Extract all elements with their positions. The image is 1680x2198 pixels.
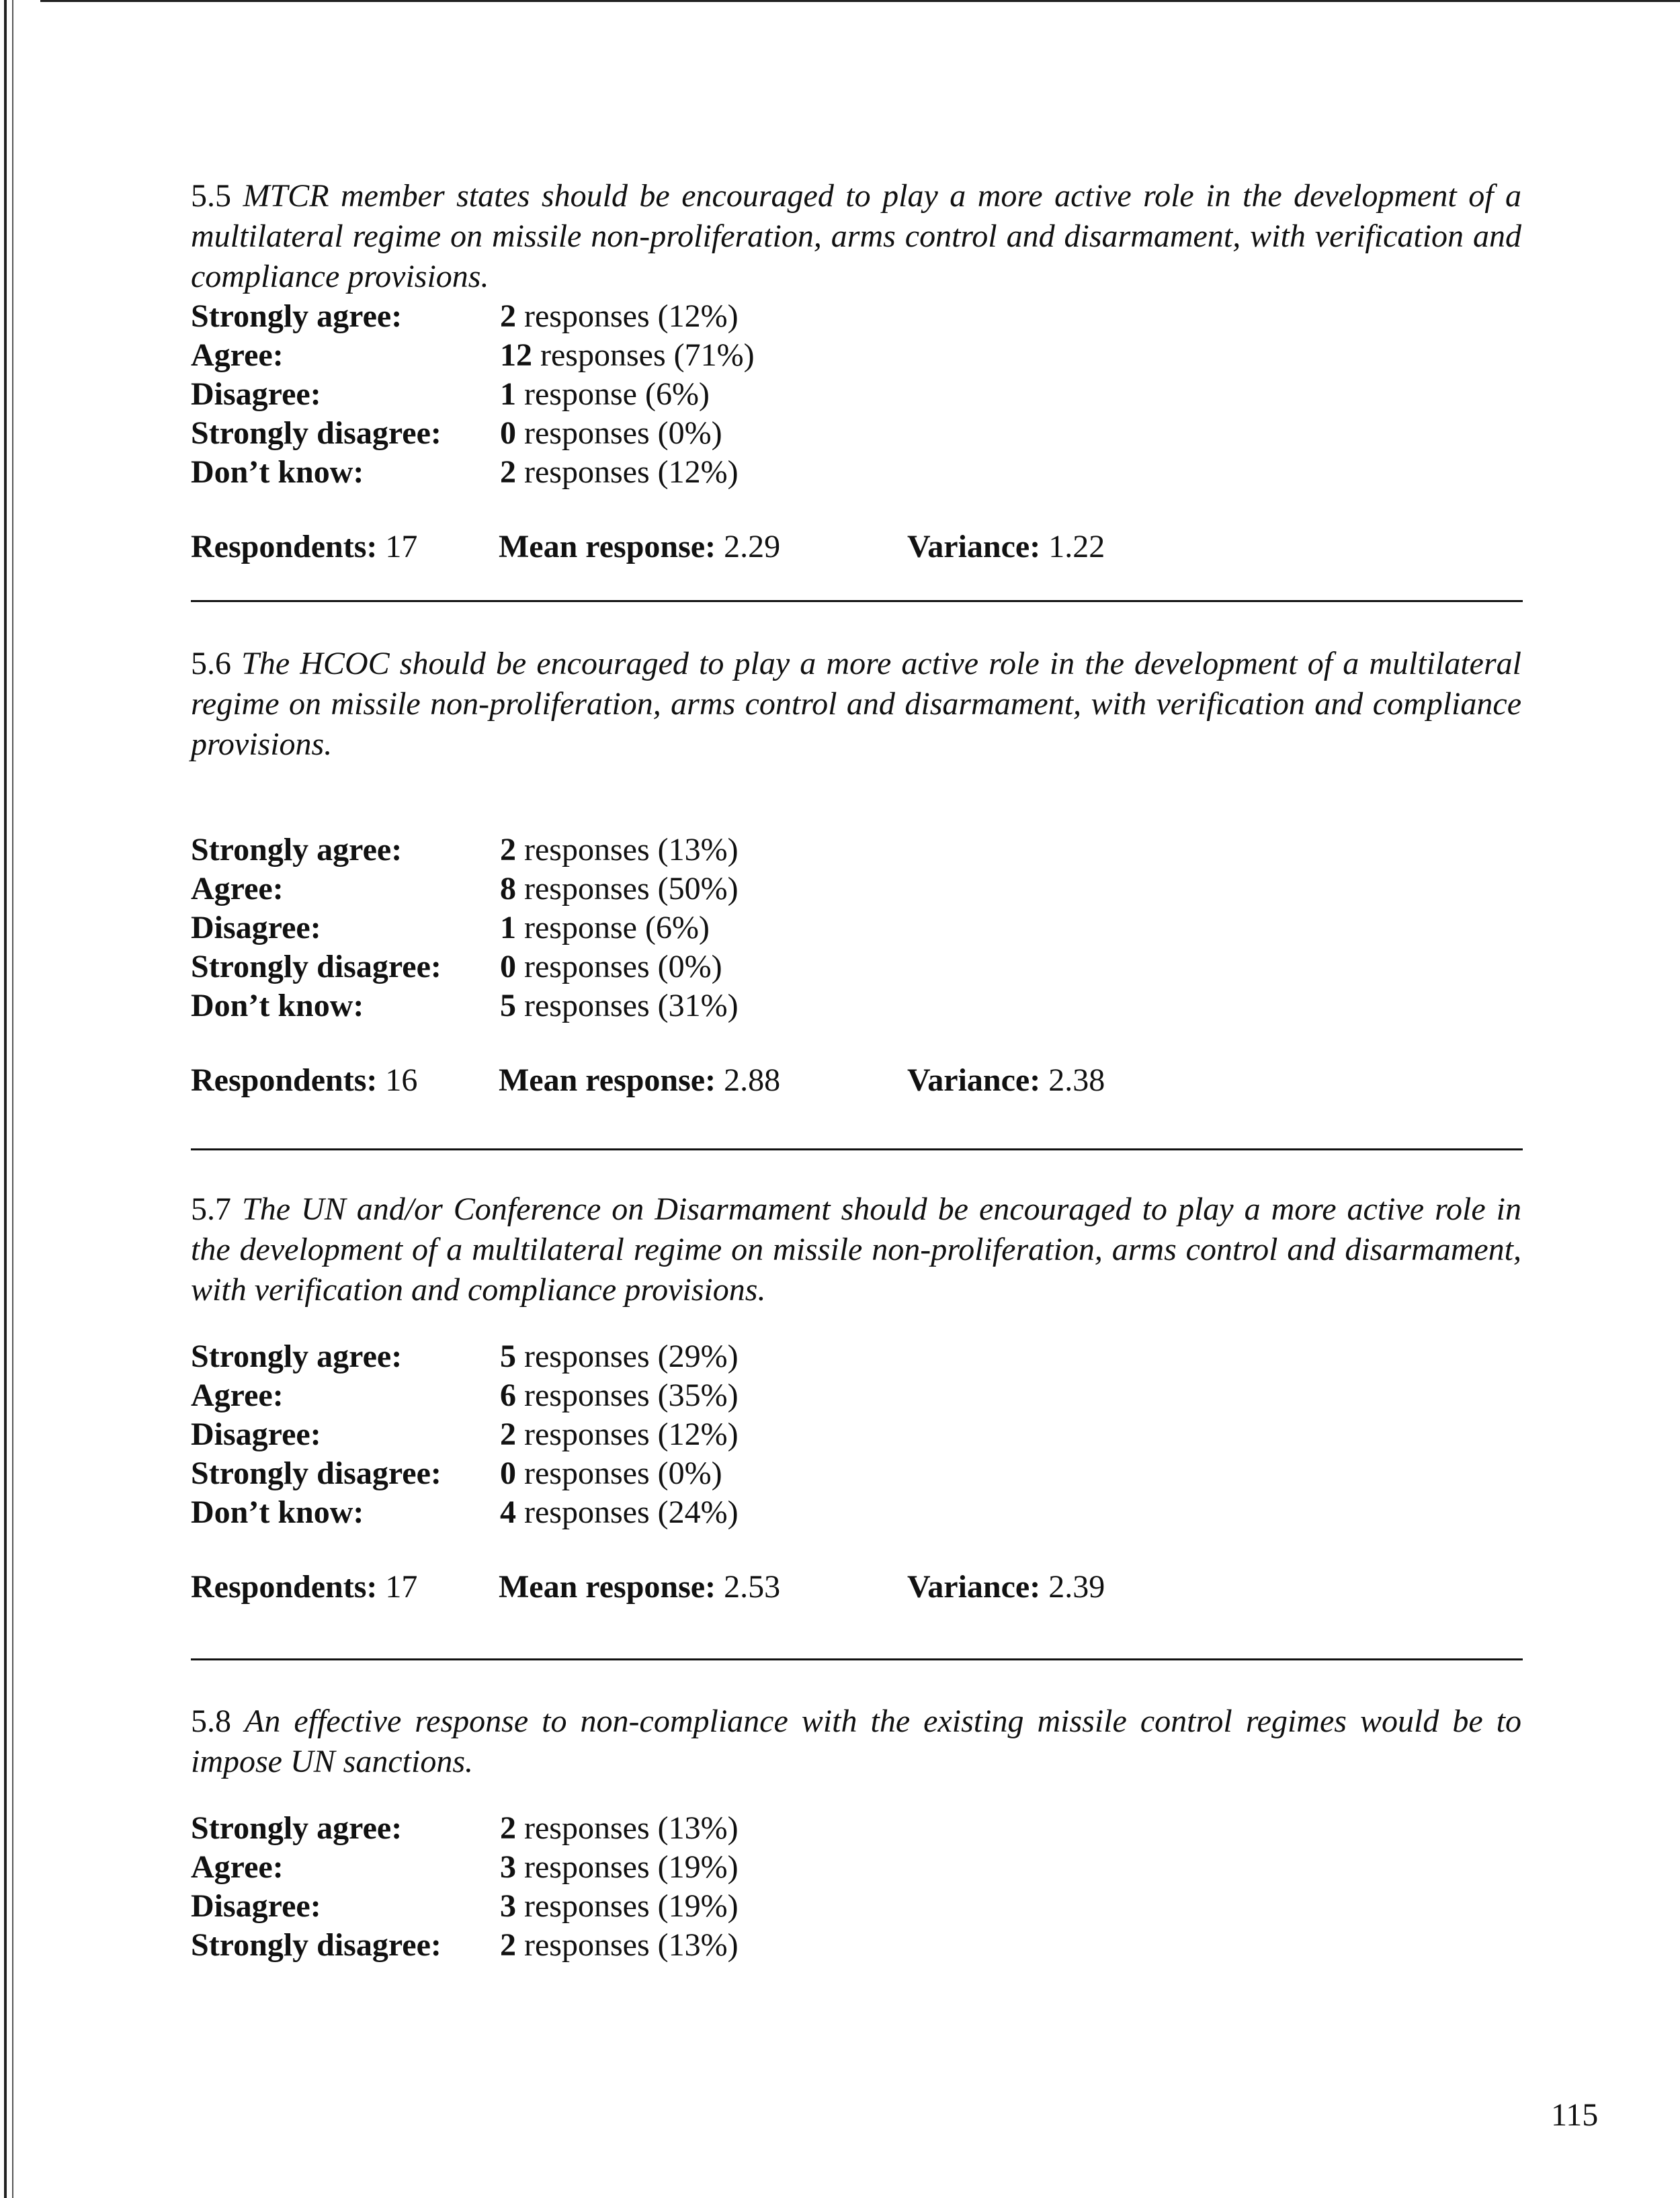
response-value [500, 947, 739, 986]
mean-response-stat: Mean response: 2.88 [499, 1062, 781, 1098]
response-text: responses (71%) [532, 337, 755, 373]
response-label: Agree: [191, 337, 284, 373]
response-label: Agree: [191, 871, 284, 906]
response-row [191, 1337, 739, 1376]
response-row [191, 947, 739, 986]
response-list [191, 297, 755, 492]
survey-question-5-5 [191, 176, 1521, 567]
response-count: 0 [500, 415, 516, 451]
response-label: Strongly disagree: [191, 1455, 442, 1491]
response-value [500, 1415, 739, 1454]
response-text: responses (13%) [516, 1810, 739, 1846]
response-label: Don’t know: [191, 454, 364, 490]
response-count: 2 [500, 832, 516, 868]
mean-response-stat: Mean response: 2.53 [499, 1569, 781, 1605]
scan-edge-top [40, 0, 1680, 2]
response-text: responses (31%) [516, 988, 739, 1023]
variance-stat: Variance: 2.39 [907, 1569, 1105, 1605]
response-row [191, 336, 755, 375]
response-count: 2 [500, 454, 516, 490]
survey-question-5-6 [191, 644, 1521, 1101]
response-row [191, 414, 755, 453]
variance-stat: Variance: 1.22 [907, 529, 1105, 564]
response-value [500, 1337, 739, 1376]
response-text: responses (19%) [516, 1888, 739, 1924]
response-label: Don’t know: [191, 1494, 364, 1530]
response-text: responses (50%) [516, 871, 739, 906]
response-row [191, 1376, 739, 1415]
response-row [191, 1848, 739, 1887]
response-text: responses (24%) [516, 1494, 739, 1530]
response-label: Strongly disagree: [191, 1927, 442, 1963]
response-value [500, 1809, 739, 1848]
question-text: MTCR member states should be encouraged to play a more active role in the development of a multilateral regime on missile non-proliferation, arms control and disarmament, with verification and compliance provisions. [191, 178, 1522, 294]
response-value [500, 870, 739, 908]
page-number: 115 [1551, 2097, 1599, 2133]
response-row [191, 870, 739, 908]
response-count: 1 [500, 376, 516, 412]
response-count: 3 [500, 1888, 516, 1924]
response-value [500, 297, 755, 336]
response-label: Disagree: [191, 1417, 321, 1452]
response-count: 2 [500, 1927, 516, 1963]
response-count: 5 [500, 988, 516, 1023]
response-text: response (6%) [516, 376, 710, 412]
response-count: 2 [500, 1417, 516, 1452]
response-row [191, 986, 739, 1025]
response-text: responses (12%) [516, 454, 739, 490]
response-value [500, 1887, 739, 1926]
response-text: responses (0%) [516, 1455, 722, 1491]
response-label: Strongly disagree: [191, 415, 442, 451]
response-row [191, 297, 755, 336]
variance-stat: Variance: 2.38 [907, 1062, 1105, 1098]
response-count: 2 [500, 298, 516, 334]
response-list [191, 1337, 739, 1532]
question-number: 5.7 [191, 1191, 231, 1227]
response-label: Strongly agree: [191, 298, 403, 334]
response-value [500, 986, 739, 1025]
response-count: 2 [500, 1810, 516, 1846]
response-label: Disagree: [191, 1888, 321, 1924]
response-count: 0 [500, 1455, 516, 1491]
response-count: 12 [500, 337, 532, 373]
response-text: responses (35%) [516, 1378, 739, 1413]
mean-response-stat: Mean response: 2.29 [499, 529, 781, 564]
response-label: Strongly agree: [191, 1339, 403, 1374]
scan-edge-left-inner [12, 0, 13, 2198]
response-count: 6 [500, 1378, 516, 1413]
response-row [191, 453, 755, 492]
summary-stats [191, 1060, 1521, 1101]
summary-stats [191, 1567, 1521, 1607]
response-count: 3 [500, 1849, 516, 1885]
response-value [500, 336, 755, 375]
response-value [500, 414, 755, 453]
response-value [500, 1848, 739, 1887]
respondents-stat: Respondents: 17 [191, 529, 418, 564]
response-text: responses (12%) [516, 298, 739, 334]
response-value [500, 1376, 739, 1415]
question-number: 5.5 [191, 178, 231, 214]
response-row [191, 908, 739, 947]
response-text: response (6%) [516, 910, 710, 945]
response-value [500, 1454, 739, 1493]
response-list [191, 1809, 739, 1965]
question-text: The HCOC should be encouraged to play a more active role in the development of a multilateral regime on missile non-proliferation, arms control and disarmament, with verification and compliance provisions. [191, 646, 1522, 762]
response-row [191, 1887, 739, 1926]
response-value [500, 831, 739, 870]
question-statement [191, 176, 1521, 297]
response-label: Strongly agree: [191, 1810, 403, 1846]
response-row [191, 1454, 739, 1493]
survey-question-5-7 [191, 1189, 1521, 1607]
response-label: Agree: [191, 1378, 284, 1413]
response-row [191, 831, 739, 870]
survey-question-5-8 [191, 1701, 1521, 1965]
section-divider [191, 1148, 1523, 1150]
summary-stats [191, 527, 1521, 567]
response-row [191, 1926, 739, 1965]
section-divider [191, 600, 1523, 602]
response-text: responses (29%) [516, 1339, 739, 1374]
response-count: 1 [500, 910, 516, 945]
response-label: Disagree: [191, 376, 321, 412]
response-text: responses (19%) [516, 1849, 739, 1885]
response-value [500, 908, 739, 947]
response-value [500, 1926, 739, 1965]
question-statement [191, 1189, 1521, 1310]
question-text: An effective response to non-compliance with the existing missile control regimes would be to impose UN sanctions. [191, 1703, 1522, 1779]
response-count: 8 [500, 871, 516, 906]
response-count: 0 [500, 949, 516, 984]
response-value [500, 453, 755, 492]
response-label: Strongly disagree: [191, 949, 442, 984]
response-text: responses (13%) [516, 1927, 739, 1963]
response-value [500, 1493, 739, 1532]
question-statement [191, 1701, 1521, 1782]
respondents-stat: Respondents: 17 [191, 1569, 418, 1605]
response-list [191, 831, 739, 1025]
question-number: 5.6 [191, 646, 231, 681]
response-value [500, 375, 755, 414]
response-label: Agree: [191, 1849, 284, 1885]
response-count: 5 [500, 1339, 516, 1374]
response-text: responses (0%) [516, 949, 722, 984]
question-text: The UN and/or Conference on Disarmament should be encouraged to play a more active role in the development of a multilateral regime on missile non-proliferation, arms control and disarmament, with verification and compliance provisions. [191, 1191, 1522, 1308]
scan-edge-left [4, 0, 7, 2198]
response-row [191, 1493, 739, 1532]
response-label: Disagree: [191, 910, 321, 945]
response-row [191, 375, 755, 414]
section-divider [191, 1658, 1523, 1660]
response-row [191, 1415, 739, 1454]
response-text: responses (0%) [516, 415, 722, 451]
respondents-stat: Respondents: 16 [191, 1062, 418, 1098]
response-label: Strongly agree: [191, 832, 403, 868]
response-text: responses (13%) [516, 832, 739, 868]
question-number: 5.8 [191, 1703, 231, 1739]
response-text: responses (12%) [516, 1417, 739, 1452]
response-count: 4 [500, 1494, 516, 1530]
response-row [191, 1809, 739, 1848]
response-label: Don’t know: [191, 988, 364, 1023]
question-statement [191, 644, 1521, 765]
